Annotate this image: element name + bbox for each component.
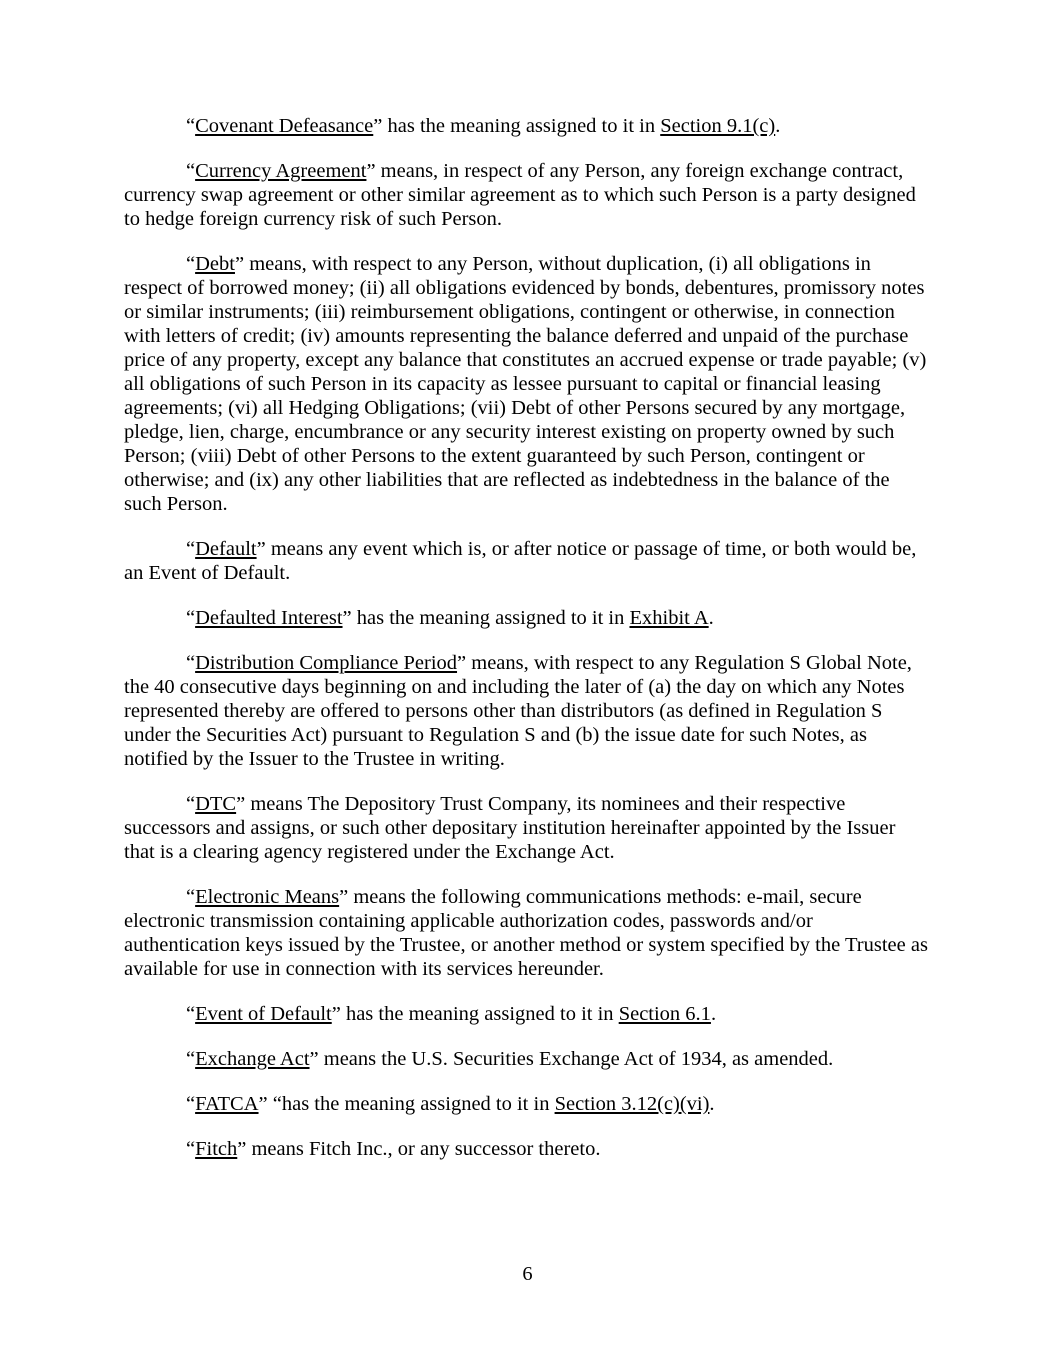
- text-run: “: [186, 607, 196, 629]
- text-run: ” has the meaning assigned to it in: [331, 1003, 619, 1025]
- text-run: ” has the meaning assigned to it in: [373, 115, 661, 137]
- text-run: “: [186, 538, 196, 560]
- document-body: [124, 114, 930, 1182]
- defined-term: FATCA: [195, 1093, 259, 1115]
- page-number: 6: [522, 1263, 533, 1285]
- text-run: ” has the meaning assigned to it in: [342, 607, 630, 629]
- text-run: .: [709, 1093, 715, 1115]
- text-run: ” means, with respect to any Regulation S Global Note, the 40 consecutive days beginning on and including the later of (a) the day on which any Notes represented thereby are offered to persons other than distributors (as defined in Regulation S under the Securities Act) pursuant to Regulation S and (b) the issue date for such Notes, as notified by the Issuer to the Trustee in writing.: [124, 652, 912, 770]
- section-reference: Section 3.12(c)(vi): [554, 1093, 710, 1115]
- text-run: “: [186, 253, 196, 275]
- paragraph: [124, 606, 930, 630]
- paragraph: [124, 885, 930, 981]
- section-reference: Exhibit A: [629, 607, 709, 629]
- text-run: ” “has the meaning assigned to it in: [258, 1093, 555, 1115]
- paragraph: [124, 1002, 930, 1026]
- text-run: “: [186, 1093, 196, 1115]
- defined-term: DTC: [195, 793, 237, 815]
- text-run: ” means, in respect of any Person, any foreign exchange contract, currency swap agreement or other similar agreement as to which such Person is a party designed to hedge foreign currency risk of such Person.: [124, 160, 916, 230]
- text-run: .: [775, 115, 781, 137]
- text-run: “: [186, 115, 196, 137]
- text-run: “: [186, 1048, 196, 1070]
- paragraph: [124, 1047, 930, 1071]
- defined-term: Debt: [195, 253, 235, 275]
- text-run: ” means The Depository Trust Company, its nominees and their respective successors and assigns, or such other depositary institution hereinafter appointed by the Issuer that is a clearing agency registered under the Exchange Act.: [124, 793, 896, 863]
- section-reference: Section 9.1(c): [660, 115, 776, 137]
- text-run: ” means, with respect to any Person, without duplication, (i) all obligations in respect of borrowed money; (ii) all obligations evidenced by bonds, debentures, promissory notes or similar instruments; (iii) reimbursement obligations, contingent or otherwise, in connection with letters of credit; (iv) amounts representing the balance deferred and unpaid of the purchase price of any property, except any balance that constitutes an accrued expense or trade payable; (v) all obligations of such Person in its capacity as lessee pursuant to capital or financial leasing agreements; (vi) all Hedging Obligations; (vii) Debt of other Persons secured by any mortgage, pledge, lien, charge, encumbrance or any security interest existing on property owned by such Person; (viii) Debt of other Persons to the extent guaranteed by such Person, contingent or otherwise; and (ix) any other liabilities that are reflected as indebtedness in the balance of the such Person.: [124, 253, 927, 515]
- defined-term: Event of Default: [195, 1003, 332, 1025]
- paragraph: [124, 114, 930, 138]
- defined-term: Defaulted Interest: [195, 607, 343, 629]
- defined-term: Currency Agreement: [195, 160, 367, 182]
- text-run: “: [186, 1138, 196, 1160]
- text-run: ” means Fitch Inc., or any successor thereto.: [237, 1138, 601, 1160]
- text-run: ” means any event which is, or after notice or passage of time, or both would be, an Event of Default.: [124, 538, 917, 584]
- defined-term: Exchange Act: [195, 1048, 310, 1070]
- paragraph: [124, 651, 930, 771]
- paragraph: [124, 1137, 930, 1161]
- text-run: “: [186, 652, 196, 674]
- defined-term: Fitch: [195, 1138, 238, 1160]
- text-run: .: [710, 1003, 717, 1025]
- defined-term: Distribution Compliance Period: [195, 652, 458, 674]
- text-run: “: [186, 160, 196, 182]
- defined-term: Default: [195, 538, 257, 560]
- section-reference: Section 6.1: [618, 1003, 711, 1025]
- text-run: .: [708, 607, 714, 629]
- text-run: ” means the following communications methods: e-mail, secure electronic transmission containing applicable authorization codes, passwords and/or authentication keys issued by the Trustee, or another method or system specified by the Trustee as available for use in connection with its services hereunder.: [124, 886, 928, 980]
- paragraph: [124, 252, 930, 516]
- paragraph: [124, 792, 930, 864]
- text-run: “: [186, 886, 196, 908]
- text-run: “: [186, 1003, 196, 1025]
- paragraph: [124, 1092, 930, 1116]
- defined-term: Covenant Defeasance: [195, 115, 374, 137]
- text-run: “: [186, 793, 196, 815]
- paragraph: [124, 159, 930, 231]
- paragraph: [124, 537, 930, 585]
- text-run: ” means the U.S. Securities Exchange Act of 1934, as amended.: [309, 1048, 834, 1070]
- defined-term: Electronic Means: [195, 886, 340, 908]
